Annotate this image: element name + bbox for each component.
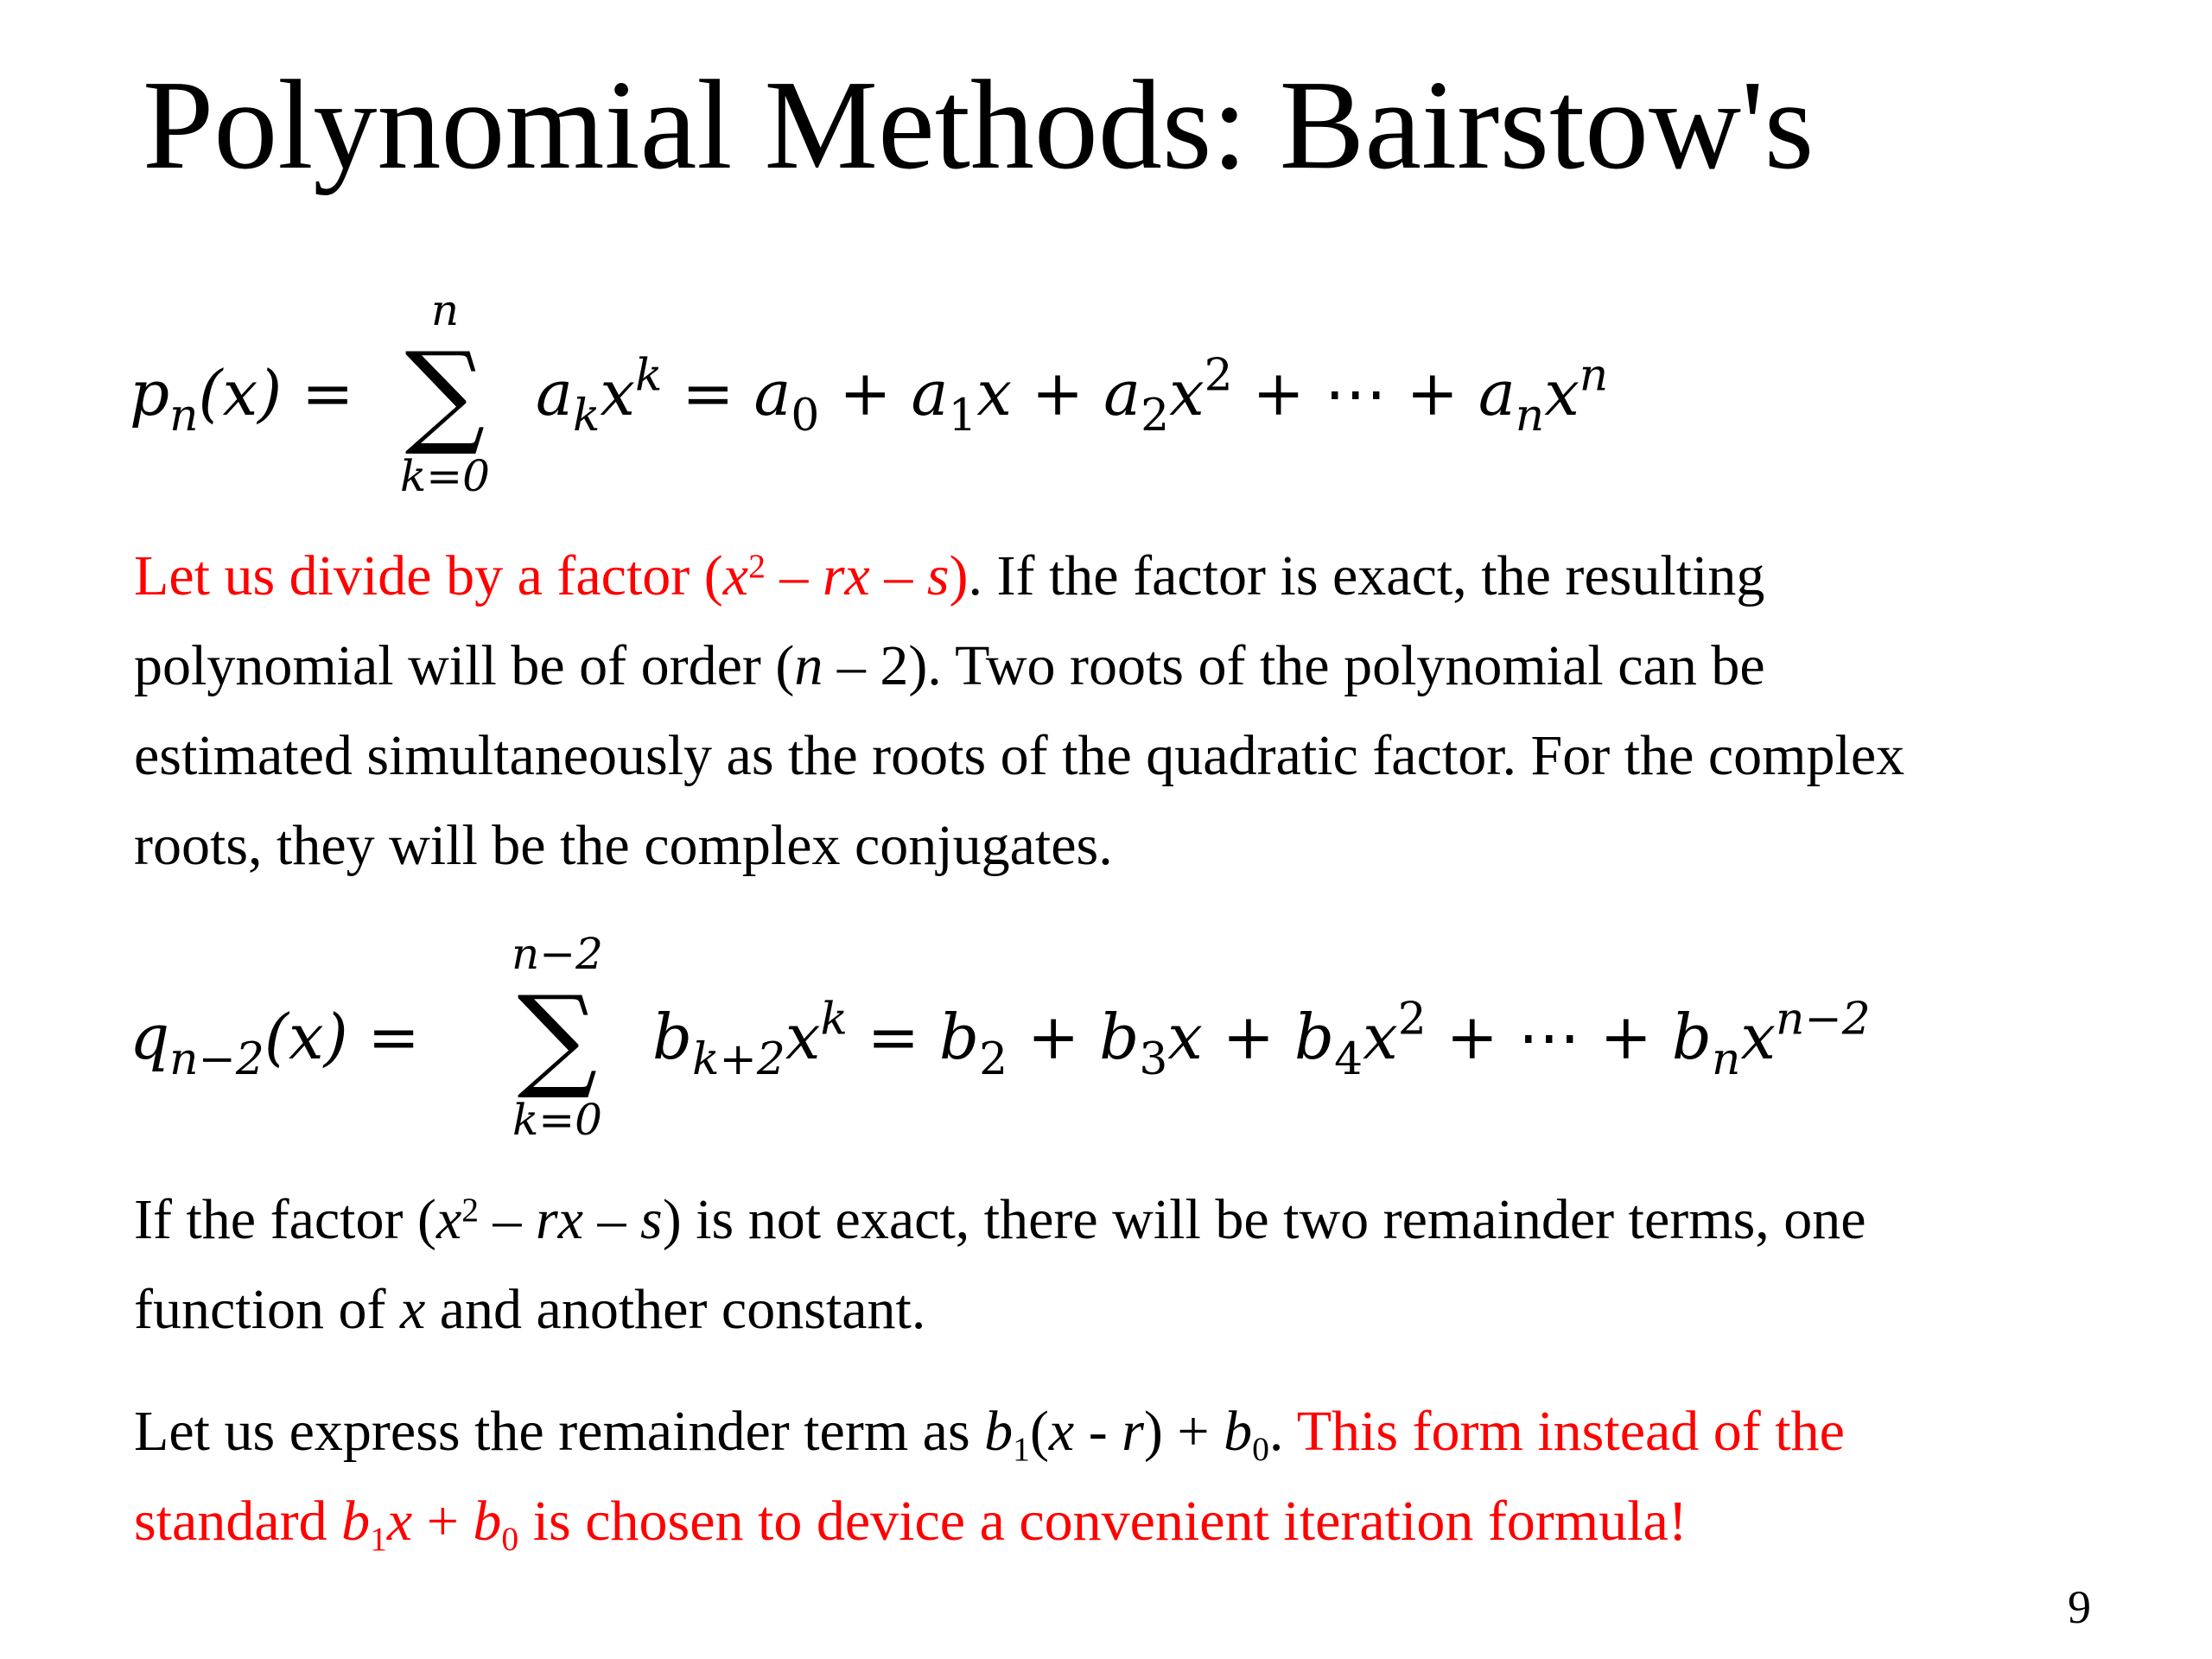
highlight-text: standard $b_1x + b_0$ is chosen to device a convenient iteration formula! (134, 1490, 1688, 1558)
paragraph-divide-by-factor (134, 531, 2121, 891)
highlight-text: Let us divide by a factor ($x^2$ – rx – s) (134, 544, 969, 607)
summation-sigma: ∑ (517, 971, 598, 1103)
equation-polynomial-q (130, 929, 2117, 1145)
paragraph-line: If the factor ($x^2$ – rx – s) is not exact, there will be two remainder terms, one (134, 1188, 1866, 1251)
slide-title: Polynomial Methods: Bairstow's (143, 54, 1815, 196)
summation (475, 929, 639, 1145)
page-number: 9 (2068, 1581, 2091, 1633)
paragraph-line: Let us divide by a factor ($x^2$ – rx – s). If the factor is exact, the resulting (134, 544, 1765, 607)
equation-lhs: $q_{n-2}(x)$ = (130, 1001, 420, 1086)
paragraph-line: polynomial will be of order (n – 2). Two roots of the polynomial can be (134, 634, 1765, 697)
equation-rhs: $a_kx^k = a_0 + a_1x + a_2x^2$ + ⋯ + $a_nx^n$ (536, 349, 1609, 442)
paragraph-line: estimated simultaneously as the roots of the quadratic factor. For the complex (134, 724, 1905, 787)
equation-lhs: $p_n(x)$ = (130, 357, 354, 442)
summation-upper-limit: n (430, 285, 460, 335)
paragraph-line (134, 1477, 2121, 1567)
summation-sigma: ∑ (404, 327, 486, 459)
summation-upper-limit: n−2 (512, 929, 603, 979)
paragraph-not-exact (134, 1175, 2121, 1355)
highlight-text: This form instead of the (1283, 1400, 1845, 1463)
equation-rhs: $b_{k+2}x^k = b_2 + b_3x + b_4x^2$ + ⋯ + $b_nx^{n-2}$ (652, 993, 1871, 1086)
paragraph-line: function of x and another constant. (134, 1278, 926, 1341)
summation-lower-limit: k=0 (512, 1095, 602, 1145)
equation-polynomial-p (130, 285, 2117, 501)
summation (363, 285, 527, 501)
paragraph-line: roots, they will be the complex conjugates. (134, 814, 1113, 877)
summation-lower-limit: k=0 (399, 451, 490, 501)
paragraph-line: Let us express the remainder term as $b_1(x - r) + b_0$. This form instead of the (134, 1400, 1845, 1468)
paragraph-remainder-form (134, 1387, 2121, 1567)
